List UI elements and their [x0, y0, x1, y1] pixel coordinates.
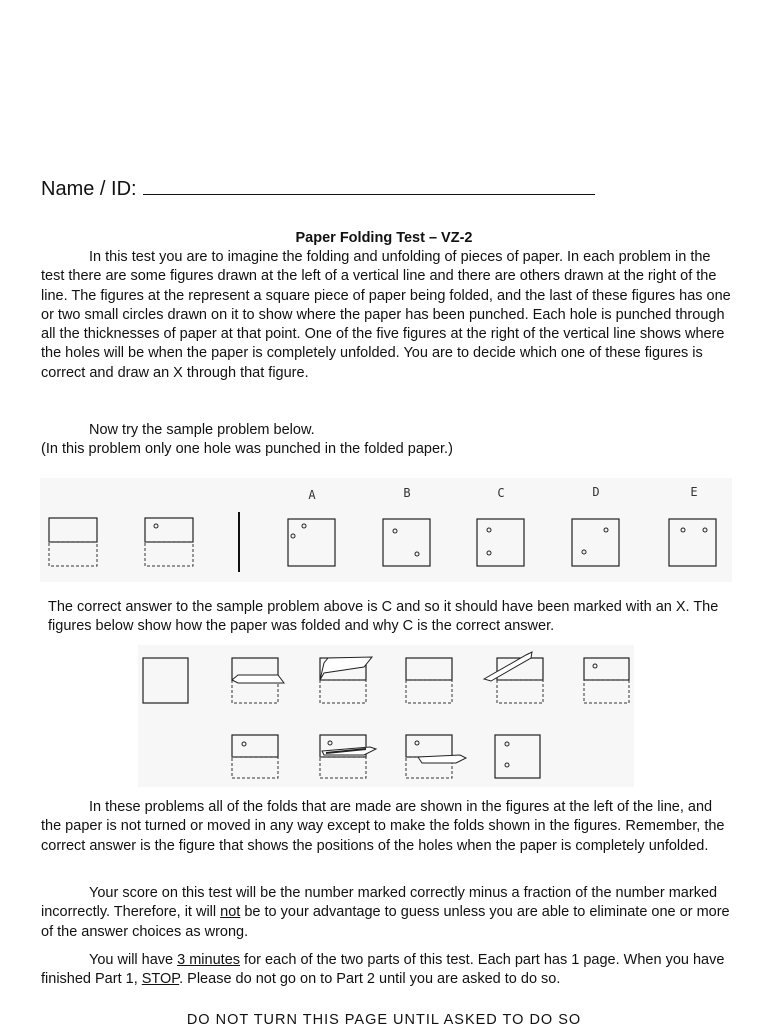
instruction-2-emphasis: not — [220, 904, 241, 921]
instruction-3-text-a: You will have — [89, 952, 178, 968]
choice-label-b: B — [403, 486, 411, 500]
sample-prompt-paragraph — [41, 421, 731, 460]
instruction-3-text-c: . Please do not go on to Part 2 until you are asked to do so. — [179, 971, 561, 988]
name-id-blank[interactable] — [143, 176, 595, 195]
instruction-paragraph-1 — [41, 798, 731, 856]
name-id-field — [41, 176, 595, 201]
explanation-figure — [138, 645, 634, 787]
instruction-2-text-b: be to your advantage to guess unless you are able to eliminate one or more of the answer choices as wrong. — [41, 904, 730, 940]
instruction-paragraph-3 — [41, 951, 731, 990]
intro-paragraph — [41, 248, 731, 383]
footer-notice: DO NOT TURN THIS PAGE UNTIL ASKED TO DO SO — [186, 1012, 582, 1028]
sample-problem-figure — [40, 478, 732, 582]
instruction-3-time-limit: 3 minutes — [177, 952, 241, 968]
choice-label-c: C — [497, 486, 505, 500]
name-id-label: Name / ID: — [41, 178, 137, 200]
answer-explanation: The correct answer to the sample problem above is C and so it should have been marked with an X. The figures below show how the paper was folded and why C is the correct answer. — [48, 599, 719, 635]
instruction-paragraph-2 — [41, 884, 731, 942]
instruction-3-text-b: for each of the two parts of this test. Each part has 1 page. When you have finished Part 1, — [41, 952, 725, 988]
intro-text: In this test you are to imagine the folding and unfolding of pieces of paper. In each problem in the test there are some figures drawn at the left of a vertical line and there are others drawn at the right of the line. The figures at the represent a square piece of paper being folded, and the last of these figures has one or two small circles drawn on it to show where the paper has been punched. Each hole is punched through all the thicknesses of paper at that point. One of the five figures at the right of the vertical line shows where the holes will be when the paper is completely unfolded. You are to decide which one of these figures is correct and draw an X through that figure. — [41, 249, 731, 381]
sample-note: (In this problem only one hole was punched in the folded paper.) — [41, 441, 453, 458]
instruction-1-text: In these problems all of the folds that are made are shown in the figures at the left of the line, and the paper is not turned or moved in any way except to make the folds shown in the figures. Remember, the correct answer is the figure that shows the positions of the holes when the paper is completely unfolded. — [41, 799, 725, 854]
choice-label-a: A — [308, 488, 316, 502]
choice-label-e: E — [690, 485, 698, 499]
instruction-3-stop: STOP — [141, 971, 180, 988]
instruction-2-text-a: Your score on this test will be the number marked correctly minus a fraction of the number marked incorrectly. Therefore, it will — [41, 885, 718, 921]
sample-prompt: Now try the sample problem below. — [89, 422, 315, 438]
page-title: Paper Folding Test – VZ-2 — [295, 230, 473, 246]
choice-label-d: D — [592, 485, 600, 499]
